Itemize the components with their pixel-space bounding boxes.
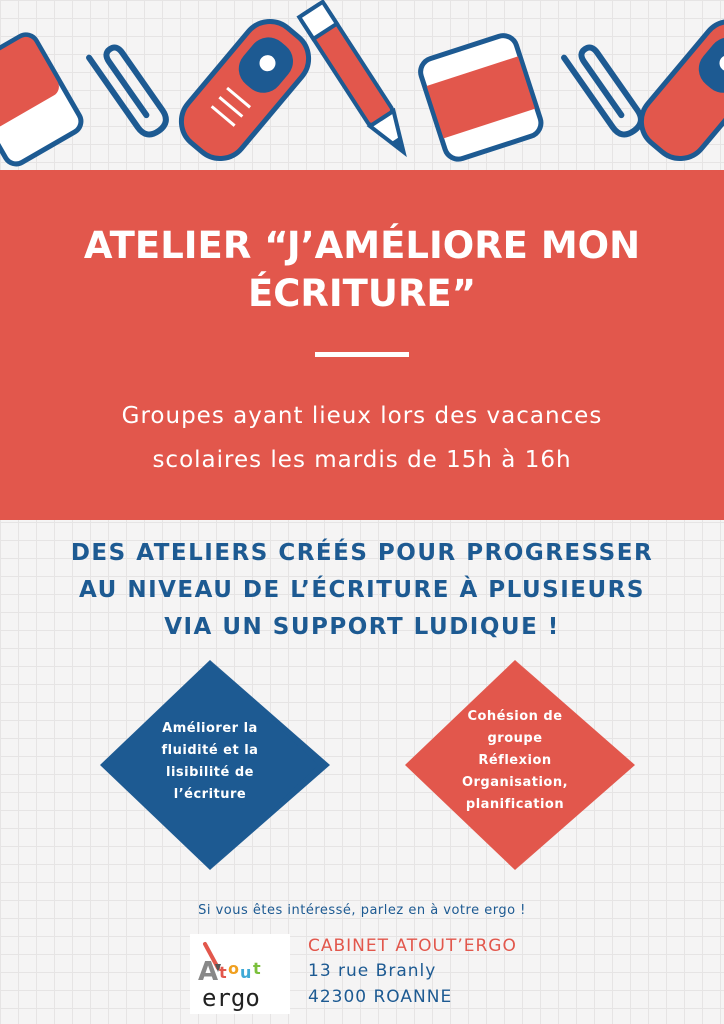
street-address: 13 rue Branly [308, 961, 437, 981]
paperclip-icon [89, 40, 171, 139]
contact-invite: Si vous êtes intéressé, parlez en à votre ergo ! [198, 903, 526, 918]
svg-text:t: t [253, 959, 261, 978]
goal-writing-line: fluidité et la [161, 743, 259, 758]
svg-text:o: o [228, 959, 239, 978]
goal-diamond-group [395, 660, 635, 870]
goal-group-line: groupe [487, 731, 543, 746]
goal-writing-line: l’écriture [173, 787, 247, 802]
svg-text:t: t [219, 963, 227, 982]
paperclip-icon [564, 40, 646, 139]
svg-text:ergo: ergo [202, 984, 260, 1012]
goal-writing-line: lisibilité de [166, 765, 254, 780]
tagline-line1: DES ATELIERS CRÉÉS POUR PROGRESSER [70, 540, 654, 566]
workshop-title-line1: ATELIER “J’AMÉLIORE MON [83, 224, 641, 267]
goal-group-line: Cohésion de [467, 709, 563, 724]
eraser-icon [417, 32, 545, 163]
tagline [20, 535, 704, 646]
eraser-icon [0, 31, 85, 169]
pen-icon [299, 2, 415, 160]
goal-group-line: Réflexion [478, 753, 552, 768]
goal-group-line: Organisation, [461, 775, 569, 790]
goal-writing-line: Améliorer la [162, 721, 258, 736]
tagline-line2: AU NIVEAU DE L’ÉCRITURE À PLUSIEURS [79, 577, 645, 603]
atout-ergo-logo [190, 934, 290, 1014]
schedule-text [30, 394, 694, 482]
workshop-title-line2: ÉCRITURE” [247, 272, 477, 315]
svg-text:A: A [198, 957, 219, 987]
title-divider [315, 352, 409, 357]
tagline-line3: VIA UN SUPPORT LUDIQUE ! [164, 614, 560, 640]
stationery-decoration [0, 0, 724, 175]
goal-diamond-writing [90, 660, 330, 870]
goal-group-line: planification [465, 797, 565, 812]
city-address: 42300 ROANNE [308, 987, 453, 1007]
stapler-icon [170, 10, 320, 170]
goal-group-text [445, 706, 585, 816]
svg-text:u: u [240, 963, 252, 982]
stapler-icon [630, 10, 724, 170]
cabinet-name: CABINET ATOUT’ERGO [308, 936, 517, 956]
goal-writing-text [140, 718, 280, 806]
schedule-line1: Groupes ayant lieux lors des vacances [121, 403, 603, 429]
schedule-line2: scolaires les mardis de 15h à 16h [152, 447, 572, 473]
workshop-title [40, 222, 684, 318]
